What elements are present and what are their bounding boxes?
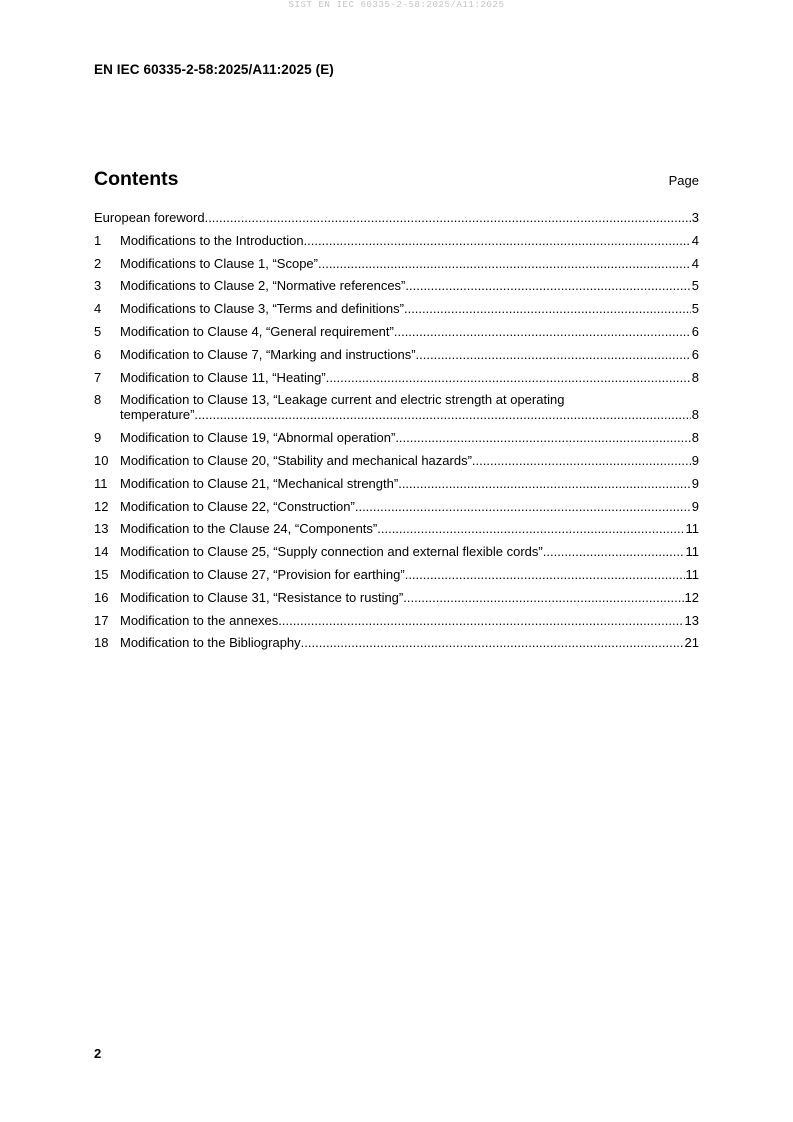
toc-entry-title: Modification to the Clause 24, “Components” xyxy=(120,521,378,537)
toc-entry-number: 7 xyxy=(94,369,102,385)
toc-entry-title: Modification to Clause 7, “Marking and instructions” xyxy=(120,346,416,362)
toc-entry[interactable] xyxy=(94,301,699,316)
toc-entry[interactable] xyxy=(94,233,699,248)
toc-entry-body xyxy=(120,544,699,559)
toc-entry-number: 3 xyxy=(94,278,102,294)
toc-entry-page: 21 xyxy=(684,635,699,651)
toc-entry-page: 9 xyxy=(691,498,699,514)
toc-entry-title: Modifications to Clause 3, “Terms and definitions” xyxy=(120,301,404,317)
toc-entry[interactable] xyxy=(94,256,699,271)
toc-entry-body xyxy=(120,521,699,536)
toc-entry-page: 8 xyxy=(691,369,699,385)
toc-dot-leader xyxy=(355,499,691,514)
toc-entry-title: Modifications to the Introduction xyxy=(120,232,304,248)
toc-entry[interactable] xyxy=(94,521,699,536)
toc-entry[interactable] xyxy=(94,499,699,514)
toc-entry-title: Modifications to Clause 2, “Normative references” xyxy=(120,278,406,294)
toc-entry-number: 14 xyxy=(94,544,109,560)
toc-entry[interactable] xyxy=(94,324,699,339)
toc-dot-leader xyxy=(301,635,684,650)
toc-entry-body xyxy=(120,590,699,605)
toc-entry-body xyxy=(94,210,699,225)
toc-dot-leader xyxy=(394,324,691,339)
toc-entry-page: 9 xyxy=(691,475,699,491)
toc-entry-title-cont: temperature” xyxy=(120,407,195,423)
toc-entry-title: Modification to Clause 13, “Leakage current and electric strength at operating xyxy=(120,392,565,408)
toc-dot-leader xyxy=(472,453,691,468)
toc-dot-leader xyxy=(404,301,691,316)
toc-entry-title: Modification to Clause 22, “Construction” xyxy=(120,498,355,514)
toc-entry[interactable] xyxy=(94,453,699,468)
toc-entry-body xyxy=(120,613,699,628)
contents-header xyxy=(94,168,699,191)
toc-entry-body xyxy=(120,430,699,445)
toc-entry[interactable] xyxy=(94,476,699,491)
toc-entry-page: 3 xyxy=(691,210,699,225)
toc-entry-title: Modification to Clause 21, “Mechanical strength” xyxy=(120,475,399,491)
toc-entry-number: 9 xyxy=(94,430,102,446)
toc-dot-leader xyxy=(416,347,691,362)
toc-entry-body xyxy=(120,567,699,582)
toc-entry-title: Modification to Clause 20, “Stability and mechanical hazards” xyxy=(120,452,472,468)
toc-dot-leader xyxy=(377,521,684,536)
toc-entry-page: 12 xyxy=(684,589,699,605)
toc-entry-number: 1 xyxy=(94,232,102,248)
toc-entry[interactable] xyxy=(94,544,699,559)
toc-entry-body xyxy=(120,301,699,316)
toc-dot-leader xyxy=(398,476,691,491)
toc-dot-leader xyxy=(405,278,690,293)
toc-entry-page: 6 xyxy=(691,346,699,362)
toc-entry-title: European foreword xyxy=(94,210,205,225)
toc-dot-leader xyxy=(543,544,685,559)
toc-entry[interactable] xyxy=(94,278,699,293)
toc-dot-leader xyxy=(194,407,690,422)
toc-entry-page: 11 xyxy=(685,521,699,537)
toc-entry-number: 13 xyxy=(94,521,109,537)
toc-entry-number: 17 xyxy=(94,612,109,628)
toc-entry-page: 6 xyxy=(691,323,699,339)
toc-entry-page: 13 xyxy=(684,612,699,628)
toc-entry-body xyxy=(120,233,699,248)
toc-entry-body xyxy=(120,370,699,385)
toc-entry-body xyxy=(120,476,699,491)
toc-entry-body xyxy=(120,256,699,271)
toc-dot-leader xyxy=(278,613,683,628)
toc-entry-page: 11 xyxy=(685,544,699,560)
contents-title: Contents xyxy=(94,168,179,190)
toc-entry-title: Modification to the Bibliography xyxy=(120,635,301,651)
toc-entry-page: 4 xyxy=(691,232,699,248)
toc-entry-number: 15 xyxy=(94,566,109,582)
toc-entry-title: Modifications to Clause 1, “Scope” xyxy=(120,255,318,271)
toc-entry-title: Modification to Clause 25, “Supply connection and external flexible cords” xyxy=(120,544,543,560)
toc-entry[interactable] xyxy=(94,347,699,362)
toc-entry-page: 11 xyxy=(685,566,699,582)
toc-entry-page: 5 xyxy=(691,301,699,317)
toc-entry-page: 8 xyxy=(691,430,699,446)
document-identifier: EN IEC 60335-2-58:2025/A11:2025 (E) xyxy=(94,62,334,77)
toc-entry-number: 4 xyxy=(94,301,102,317)
toc-entry-body xyxy=(120,499,699,514)
toc-entry-body xyxy=(120,635,699,650)
toc-entry-page: 5 xyxy=(691,278,699,294)
toc-dot-leader xyxy=(403,590,683,605)
toc-entry-page: 4 xyxy=(691,255,699,271)
toc-entry[interactable] xyxy=(94,210,699,225)
table-of-contents xyxy=(94,210,699,658)
toc-entry-number: 12 xyxy=(94,498,109,514)
toc-entry-number: 8 xyxy=(94,392,102,408)
page-column-label: Page xyxy=(668,173,699,188)
toc-entry-number: 16 xyxy=(94,589,109,605)
toc-entry-number: 6 xyxy=(94,346,102,362)
toc-entry-number: 11 xyxy=(94,475,108,491)
toc-entry-body xyxy=(120,347,699,362)
toc-entry-title: Modification to Clause 11, “Heating” xyxy=(120,369,326,385)
toc-entry[interactable] xyxy=(94,392,699,422)
toc-entry-body xyxy=(120,392,699,422)
toc-dot-leader xyxy=(326,370,691,385)
toc-entry-title: Modification to Clause 19, “Abnormal operation” xyxy=(120,430,396,446)
toc-dot-leader xyxy=(304,233,691,248)
toc-entry-page: 9 xyxy=(691,452,699,468)
toc-entry[interactable] xyxy=(94,590,699,605)
toc-entry-title: Modification to the annexes xyxy=(120,612,279,628)
toc-entry-number: 10 xyxy=(94,452,109,468)
toc-entry-body xyxy=(120,324,699,339)
toc-dot-leader xyxy=(205,210,691,225)
toc-entry-title: Modification to Clause 31, “Resistance to rusting” xyxy=(120,589,404,605)
toc-entry-page: 8 xyxy=(691,407,699,423)
toc-entry-number: 2 xyxy=(94,255,102,271)
toc-dot-leader xyxy=(395,430,690,445)
watermark-text: SIST EN IEC 60335-2-58:2025/A11:2025 xyxy=(288,0,505,10)
toc-entry[interactable] xyxy=(94,567,699,582)
toc-dot-leader xyxy=(405,567,685,582)
toc-entry-number: 18 xyxy=(94,635,109,651)
toc-entry[interactable] xyxy=(94,613,699,628)
toc-entry-body xyxy=(120,278,699,293)
toc-entry-title: Modification to Clause 4, “General requirement” xyxy=(120,323,394,339)
toc-entry[interactable] xyxy=(94,430,699,445)
toc-entry-number: 5 xyxy=(94,323,102,339)
toc-entry[interactable] xyxy=(94,370,699,385)
toc-dot-leader xyxy=(318,256,691,271)
page-number: 2 xyxy=(94,1046,102,1061)
toc-entry-title: Modification to Clause 27, “Provision for earthing” xyxy=(120,566,405,582)
toc-entry[interactable] xyxy=(94,635,699,650)
toc-entry-continuation xyxy=(120,407,699,422)
toc-entry-body xyxy=(120,453,699,468)
